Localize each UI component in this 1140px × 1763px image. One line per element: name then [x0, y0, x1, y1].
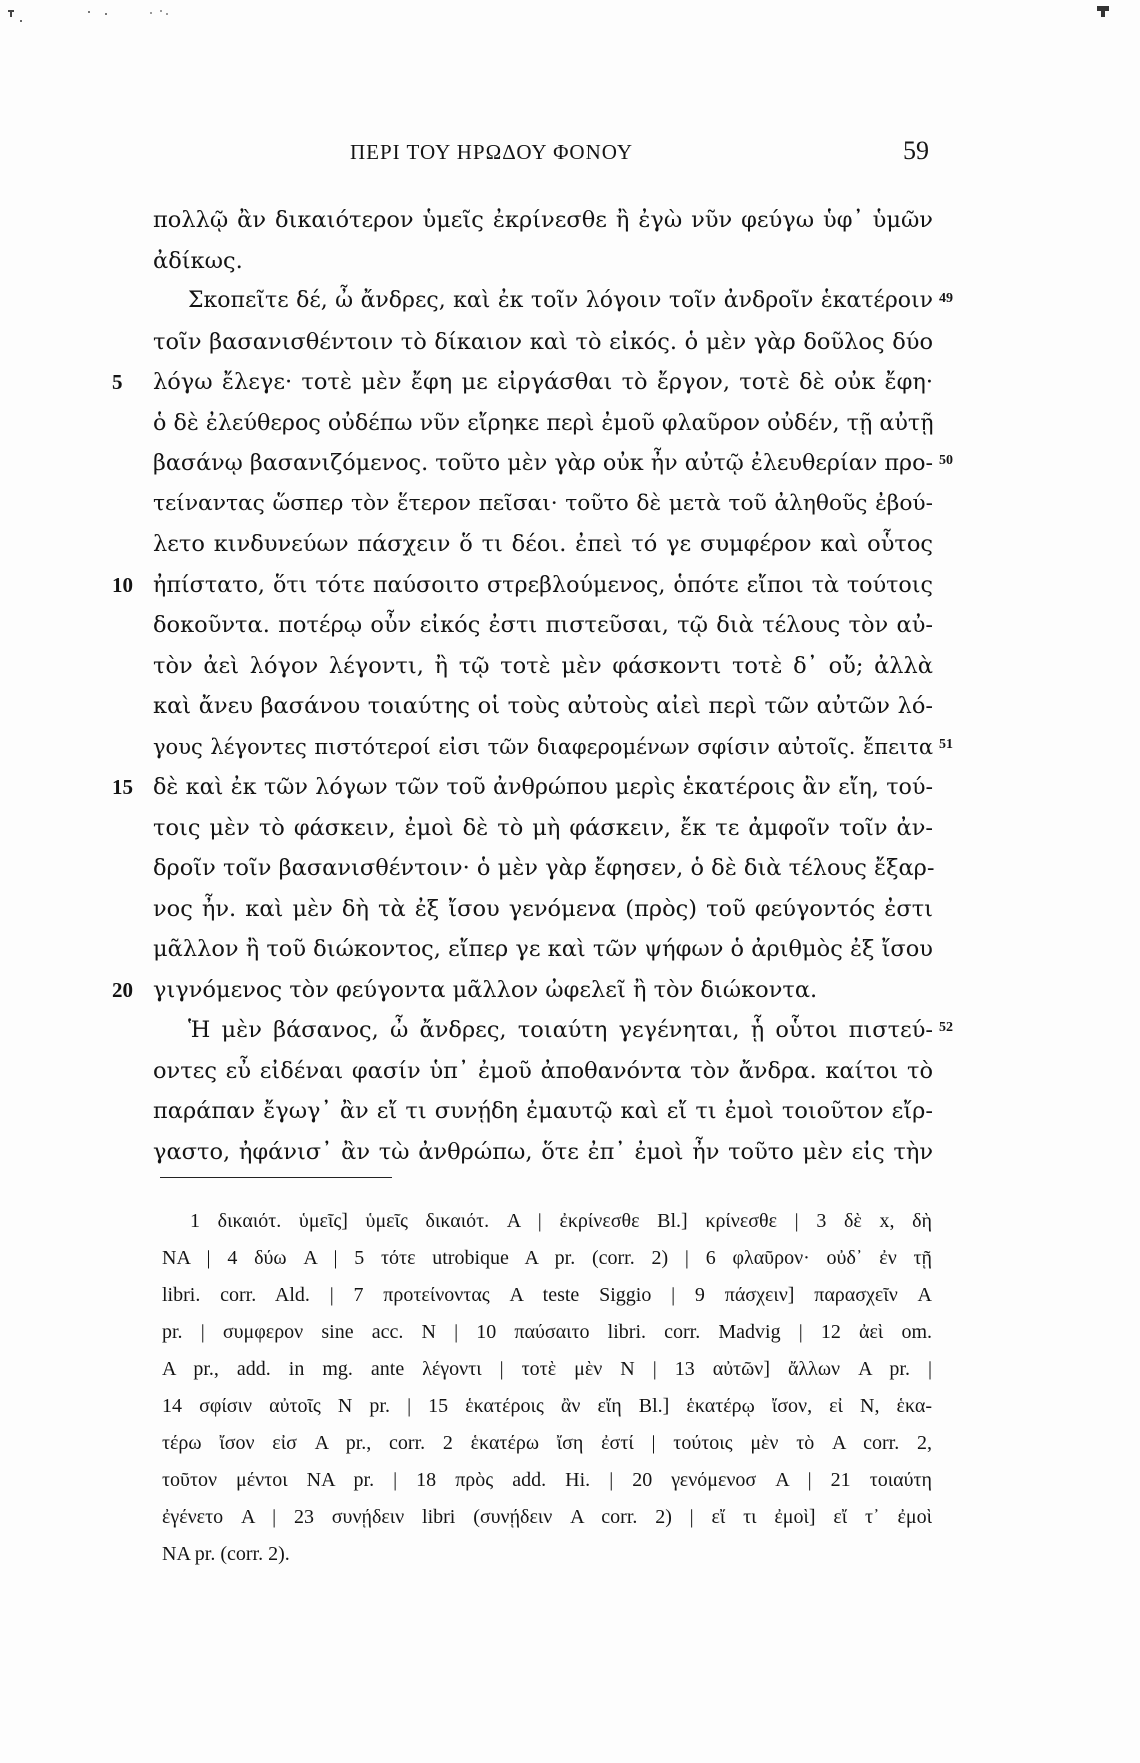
- text-line: [0, 487, 1140, 528]
- text-line: [0, 851, 1140, 892]
- line-text: τοῖν βασανισθέντοιν τὸ δίκαιον καὶ τὸ εἰκός. ὁ μὲν γὰρ δοῦλος δύο: [153, 328, 933, 355]
- footnote-divider: [160, 1177, 392, 1178]
- line-text: δοκοῦντα. ποτέρῳ οὖν εἰκός ἐστι πιστεῦσαι, τῷ διὰ τέλους τὸν αὐ-: [153, 612, 933, 638]
- text-line: [0, 811, 1140, 852]
- line-text: ἀδίκως.: [153, 247, 243, 274]
- apparatus-text: ἐγένετο A | 23 συνῄδειν libri (συνῄδειν A corr. 2) | εἴ τι ἐμοὶ] εἴ τ᾽ ἐμοὶ: [162, 1506, 932, 1528]
- apparatus-line: [0, 1242, 1140, 1279]
- line-text: δροῖν τοῖν βασανισθέντοιν· ὁ μὲν γὰρ ἔφησεν, ὁ δὲ διὰ τέλους ἔξαρ-: [153, 855, 935, 881]
- line-text: ἠπίστατο, ὅτι τότε παύσοιτο στρεβλούμενος, ὁπότε εἴποι τὰ τούτοις: [153, 571, 933, 598]
- apparatus-line: [0, 1427, 1140, 1464]
- text-line: [0, 932, 1140, 973]
- line-text: οντες εὖ εἰδέναι φασίν ὑπ᾽ ἐμοῦ ἀποθανόντα τὸν ἄνδρα. καίτοι τὸ: [153, 1057, 933, 1084]
- line-text: γιγνόμενος τὸν φεύγοντα μᾶλλον ὠφελεῖ ἢ τὸν διώκοντα.: [153, 976, 818, 1003]
- text-line: [0, 608, 1140, 649]
- text-line: [0, 1054, 1140, 1095]
- apparatus-line: [0, 1390, 1140, 1427]
- text-line: [0, 527, 1140, 568]
- line-text: παράπαν ἔγωγ᾽ ἂν εἴ τι συνῄδη ἐμαυτῷ καὶ εἴ τι ἐμοὶ τοιοῦτον εἴρ-: [153, 1098, 933, 1124]
- text-line: [0, 1135, 1140, 1176]
- line-text: πολλῷ ἂν δικαιότερον ὑμεῖς ἐκρίνεσθε ἢ ἐγὼ νῦν φεύγω ὑφ᾽ ὑμῶν: [153, 207, 933, 233]
- line-number: 15: [112, 775, 133, 799]
- line-text: γους λέγοντες πιστότεροί εἰσι τῶν διαφερομένων σφίσιν αὐτοῖς. ἔπειτα: [153, 734, 933, 759]
- line-text: μᾶλλον ἢ τοῦ διώκοντος, εἴπερ γε καὶ τῶν ψήφων ὁ ἀριθμὸς ἐξ ἴσου: [153, 936, 933, 962]
- text-line: [0, 770, 1140, 811]
- text-line: [0, 365, 1140, 406]
- critical-apparatus: [0, 1205, 1140, 1575]
- text-line: [0, 649, 1140, 690]
- apparatus-text: NA pr. (corr. 2).: [162, 1543, 290, 1565]
- apparatus-text: τέρω ἴσον εἰσ A pr., corr. 2 ἑκατέρω ἴση ἐστί | τούτοις μὲν τὸ A corr. 2,: [162, 1432, 932, 1454]
- line-text: βασάνῳ βασανιζόμενος. τοῦτο μὲν γὰρ οὐκ ἦν αὐτῷ ἐλευθερίαν προ-: [153, 450, 933, 476]
- line-text: Σκοπεῖτε δέ, ὦ ἄνδρες, καὶ ἐκ τοῖν λόγοιν τοῖν ἀνδροῖν ἑκατέροιν: [188, 288, 933, 313]
- apparatus-line: [0, 1538, 1140, 1575]
- text-line: [0, 568, 1140, 609]
- section-number: 52: [939, 1020, 953, 1035]
- page-number: 59: [903, 136, 929, 165]
- scan-specks: [0, 0, 1140, 60]
- line-number: 5: [112, 370, 123, 394]
- apparatus-line: [0, 1501, 1140, 1538]
- line-text: Ἡ μὲν βάσανος, ὦ ἄνδρες, τοιαύτη γεγένηται, ᾗ οὗτοι πιστεύ-: [188, 1017, 933, 1043]
- text-line: [0, 1094, 1140, 1135]
- main-text: [0, 203, 1140, 1175]
- text-line: [0, 689, 1140, 730]
- apparatus-line: [0, 1316, 1140, 1353]
- section-number: 49: [939, 291, 953, 306]
- text-line: [0, 973, 1140, 1014]
- line-number: 20: [112, 977, 133, 1002]
- line-text: γαστο, ἠφάνισ᾽ ἂν τὼ ἀνθρώπω, ὅτε ἐπ᾽ ἐμοὶ ἦν τοῦτο μὲν εἰς τὴν: [153, 1138, 933, 1165]
- line-text: νος ἦν. καὶ μὲν δὴ τὰ ἐξ ἴσου γενόμενα (πρὸς) τοῦ φεύγοντός ἐστι: [153, 895, 933, 922]
- line-text: τείναντας ὥσπερ τὸν ἕτερον πεῖσαι· τοῦτο δὲ μετὰ τοῦ ἀληθοῦς ἐβού-: [153, 490, 933, 516]
- line-text: λόγω ἔλεγε· τοτὲ μὲν ἔφη με εἰργάσθαι τὸ ἔργον, τοτὲ δὲ οὐκ ἔφη·: [153, 369, 933, 395]
- apparatus-text: A pr., add. in mg. ante λέγοντι | τοτὲ μὲν N | 13 αὐτῶν] ἄλλων A pr. |: [162, 1358, 932, 1380]
- text-line: [0, 325, 1140, 366]
- line-text: δὲ καὶ ἐκ τῶν λόγων τῶν τοῦ ἀνθρώπου μερὶς ἑκατέροις ἂν εἴη, τού-: [153, 774, 933, 800]
- text-line: [0, 203, 1140, 244]
- apparatus-line: [0, 1353, 1140, 1390]
- line-text: λετο κινδυνεύων πάσχειν ὅ τι δέοι. ἐπεὶ τό γε συμφέρον καὶ οὗτος: [153, 531, 933, 557]
- line-text: τὸν ἀεὶ λόγον λέγοντι, ἢ τῷ τοτὲ μὲν φάσκοντι τοτὲ δ᾽ οὔ; ἀλλὰ: [153, 652, 933, 679]
- line-text: ὁ δὲ ἐλεύθερος οὐδέπω νῦν εἴρηκε περὶ ἐμοῦ φλαῦρον οὐδέν, τῇ αὐτῇ: [153, 409, 934, 436]
- apparatus-line: [0, 1464, 1140, 1501]
- apparatus-line: [0, 1279, 1140, 1316]
- text-line: [0, 730, 1140, 771]
- running-title: ΠΕΡΙ ΤΟΥ ΗΡΩΔΟΥ ΦΟΝΟΥ: [350, 140, 634, 164]
- apparatus-text: 1 δικαιότ. ὑμεῖς] ὑμεῖς δικαιότ. A | ἐκρίνεσθε Bl.] κρίνεσθε | 3 δὲ x, δὴ: [190, 1210, 932, 1232]
- apparatus-text: pr. | συμφερον sine acc. N | 10 παύσαιτο libri. corr. Madvig | 12 ἀεὶ om.: [162, 1321, 932, 1343]
- text-line: [0, 446, 1140, 487]
- apparatus-text: libri. corr. Ald. | 7 προτείνοντας A teste Siggio | 9 πάσχειν] παρασχεῖν A: [162, 1284, 932, 1306]
- section-number: 51: [939, 736, 953, 752]
- line-number: 10: [112, 572, 133, 597]
- apparatus-line: [0, 1205, 1140, 1242]
- line-text: τοις μὲν τὸ φάσκειν, ἐμοὶ δὲ τὸ μὴ φάσκειν, ἔκ τε ἀμφοῖν τοῖν ἀν-: [153, 814, 933, 841]
- apparatus-text: 14 σφίσιν αὐτοῖς N pr. | 15 ἑκατέροις ἂν εἴη Bl.] ἑκατέρῳ ἴσον, εἰ N, ἑκα-: [162, 1395, 933, 1417]
- text-line: [0, 1013, 1140, 1054]
- line-text: καὶ ἄνευ βασάνου τοιαύτης οἱ τοὺς αὐτοὺς αἰεὶ περὶ τῶν αὐτῶν λό-: [153, 693, 933, 719]
- text-line: [0, 892, 1140, 933]
- section-number: 50: [939, 453, 953, 468]
- apparatus-text: NA | 4 δύω A | 5 τότε utrobique A pr. (corr. 2) | 6 φλαῦρον· οὐδ᾽ ἐν τῇ: [162, 1247, 932, 1269]
- apparatus-text: τοῦτον μέντοι NA pr. | 18 πρὸς add. Hi. | 20 γενόμενοσ A | 21 τοιαύτη: [162, 1469, 932, 1491]
- text-line: [0, 406, 1140, 447]
- text-line: [0, 244, 1140, 285]
- text-line: [0, 284, 1140, 325]
- page-header: [0, 136, 1140, 180]
